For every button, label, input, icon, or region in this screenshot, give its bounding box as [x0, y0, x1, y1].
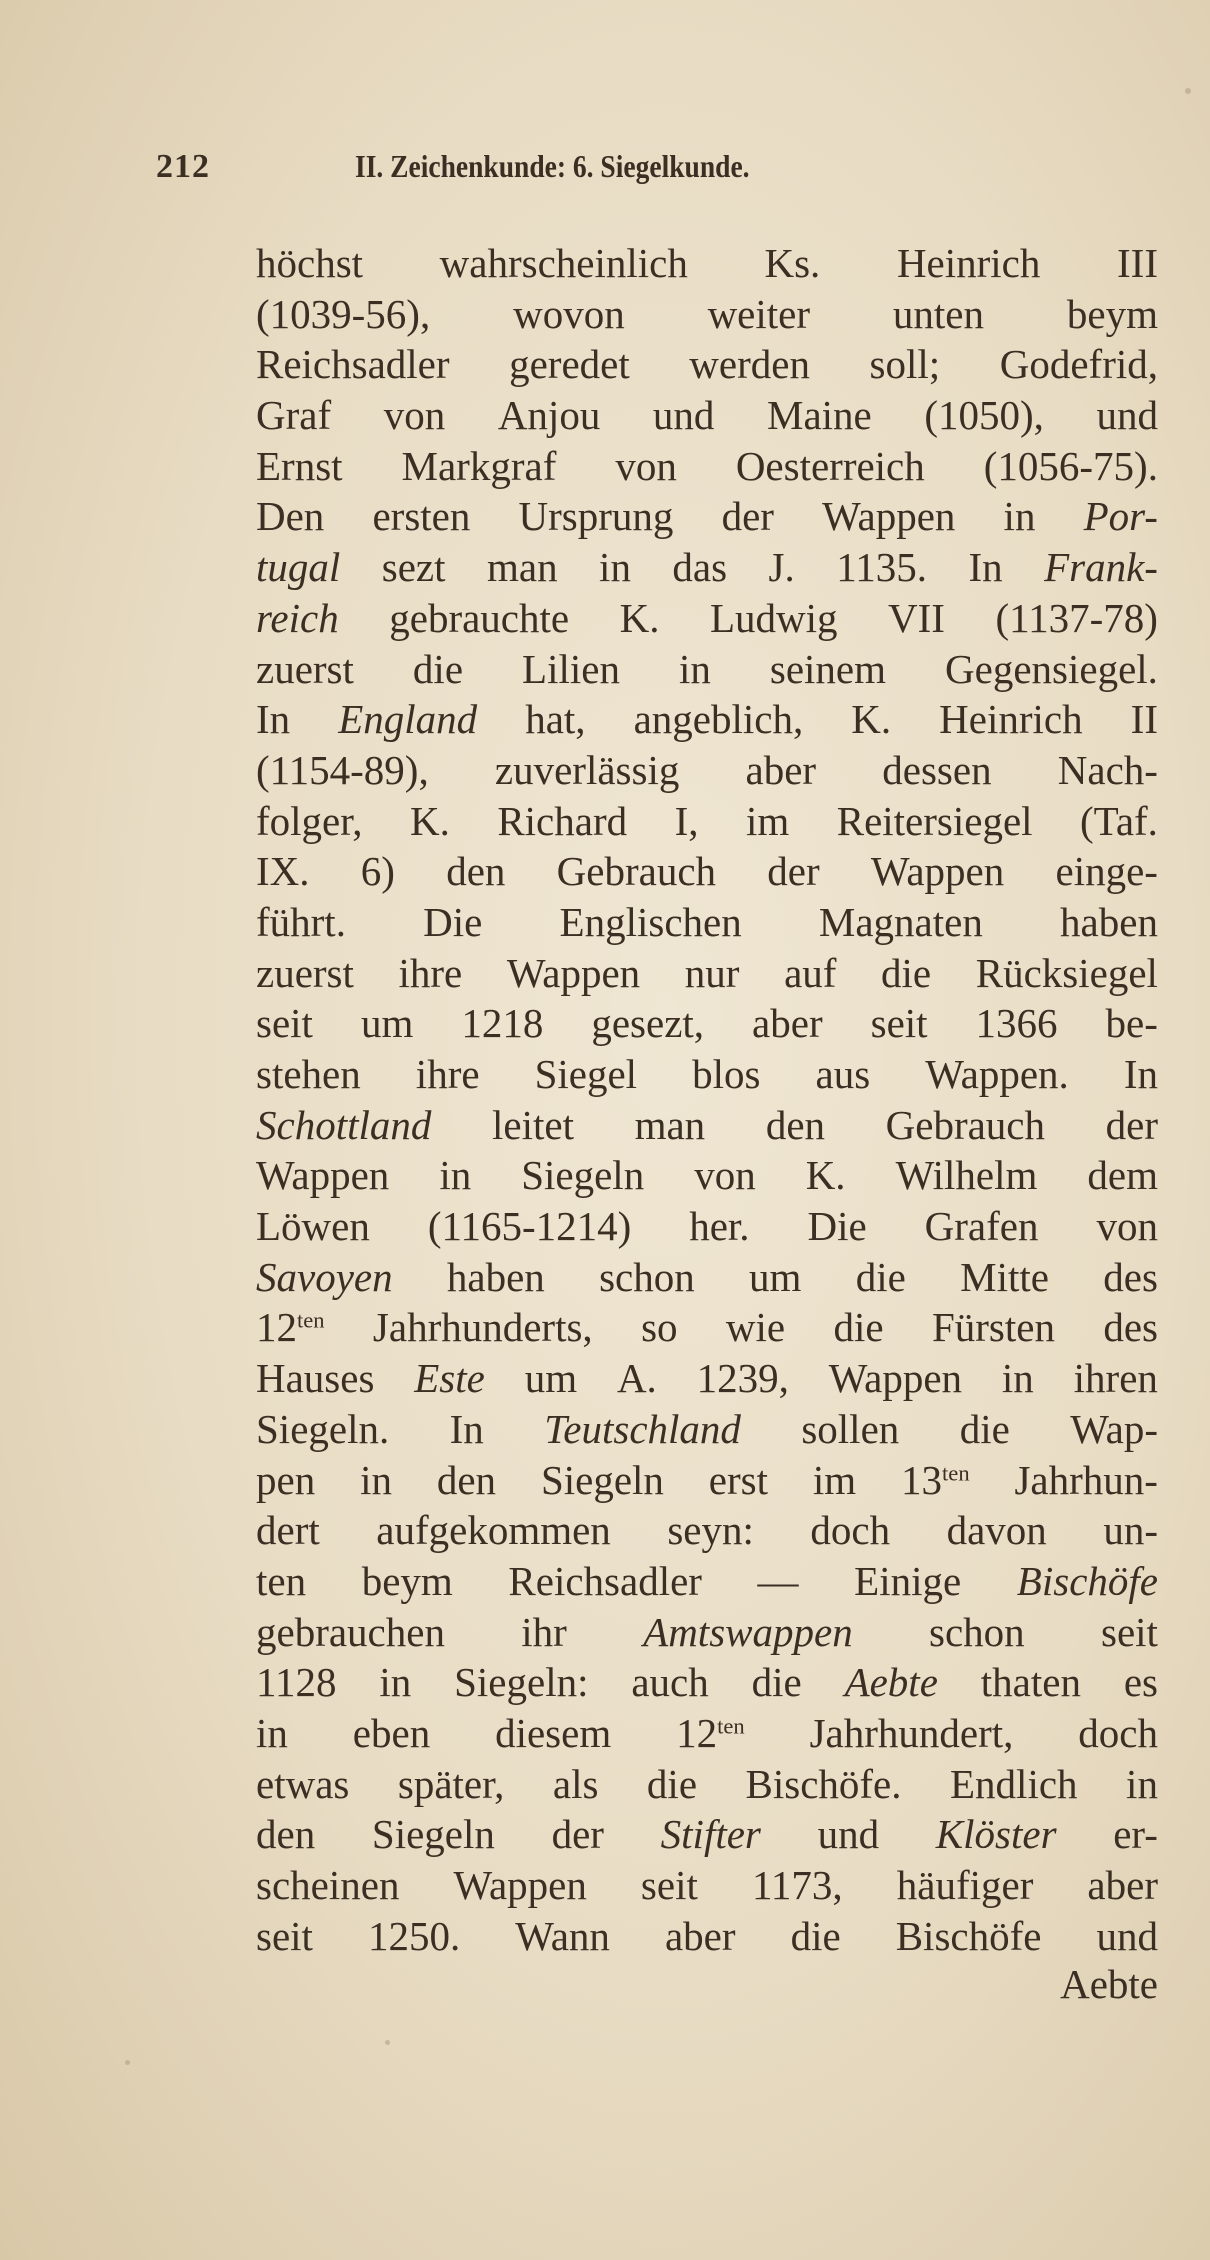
text-line [256, 897, 1158, 948]
word: dessen [882, 746, 992, 793]
running-header: II. Zeichenkunde: 6. Siegelkunde. [355, 148, 750, 184]
word: Einige [854, 1557, 962, 1604]
word: Mitte [960, 1253, 1049, 1300]
word: Gegensiegel. [945, 645, 1158, 692]
word: II [1130, 696, 1158, 743]
word: ihren [1073, 1355, 1158, 1402]
word: — [757, 1557, 799, 1604]
word: die [855, 1253, 906, 1300]
word: haben [1060, 898, 1158, 945]
word: in [1003, 493, 1036, 540]
word: gebrauchen [256, 1608, 445, 1655]
text-line [256, 593, 1158, 644]
word: seit [870, 1000, 928, 1047]
word: seyn: [667, 1507, 754, 1554]
word: sezt [381, 544, 446, 591]
word: 1250. [367, 1912, 461, 1959]
italic-word: tugal [256, 544, 341, 591]
word: aber [1087, 1862, 1158, 1908]
word: 1128 [256, 1659, 337, 1706]
italic-word: Aebte [844, 1659, 938, 1706]
italic-word: England [338, 696, 478, 743]
word: angeblich, [633, 696, 804, 743]
word: werden [689, 341, 810, 388]
word: der [551, 1811, 604, 1858]
word: davon [946, 1507, 1047, 1554]
text-line [256, 745, 1158, 796]
italic-word: reich [256, 594, 339, 641]
word: 1173, [751, 1862, 843, 1908]
word: Reitersiegel [836, 797, 1033, 844]
word: seit [640, 1862, 698, 1908]
word: Hauses [256, 1355, 375, 1402]
word: der [767, 848, 820, 895]
text-line [256, 1860, 1158, 1911]
text-line [256, 1100, 1158, 1151]
text-line [256, 1201, 1158, 1252]
word: I, [674, 797, 699, 844]
word: und [817, 1811, 880, 1858]
word: (Taf. [1080, 797, 1158, 844]
word: III [1117, 240, 1158, 286]
italic-word: Schottland [256, 1101, 432, 1148]
word: zuverlässig [494, 746, 680, 793]
word: Markgraf [401, 442, 557, 489]
word: weiter [707, 290, 811, 337]
word: doch [1078, 1709, 1158, 1756]
word: Richard [497, 797, 628, 844]
word: beym [1066, 290, 1158, 337]
word: Reichsadler [508, 1557, 702, 1604]
text-line [256, 1302, 1158, 1353]
word: Bischöfe [895, 1912, 1042, 1959]
word: her. [689, 1203, 750, 1250]
word: leitet [492, 1101, 574, 1148]
word: Englischen [559, 898, 742, 945]
word: des [1103, 1253, 1158, 1300]
word: von [1096, 1203, 1158, 1250]
superscript: ten [297, 1307, 325, 1333]
word: Siegeln [540, 1456, 664, 1503]
word: Ursprung [518, 493, 674, 540]
word: etwas [256, 1760, 350, 1807]
word: Wappen [453, 1862, 587, 1908]
word: die [646, 1760, 698, 1807]
word: in [439, 1152, 472, 1199]
word: Graf [256, 392, 332, 439]
word: in [256, 1709, 288, 1756]
word: man [486, 544, 558, 591]
word: Wap- [1070, 1405, 1158, 1452]
word: Heinrich [896, 240, 1041, 286]
word: beym [361, 1557, 453, 1604]
word: soll; [869, 341, 941, 388]
word: Jahrhun- [1014, 1456, 1158, 1503]
italic-word: Por- [1083, 493, 1158, 540]
word: er- [1113, 1811, 1158, 1858]
word: folger, [256, 797, 363, 844]
word: es [1123, 1659, 1158, 1706]
word: $13^{ten}$ [901, 1456, 970, 1503]
superscript: ten [942, 1459, 970, 1485]
word: den [765, 1101, 826, 1148]
word: In [968, 544, 1003, 591]
word: Den [256, 493, 325, 540]
word: Rücksiegel [975, 949, 1158, 996]
word: die [412, 645, 464, 692]
text-line [256, 796, 1158, 847]
italic-word: Stifter [660, 1811, 761, 1858]
word: die [751, 1659, 802, 1706]
word: man [634, 1101, 706, 1148]
word: gebrauchte [389, 594, 570, 641]
word: 1218 [461, 1000, 544, 1047]
page-number: 212 [156, 148, 210, 185]
word: in [360, 1456, 392, 1503]
word: A. [616, 1355, 657, 1402]
word: sollen [801, 1405, 900, 1452]
word: gesezt, [591, 1000, 705, 1047]
italic-word: Teutschland [544, 1405, 741, 1452]
word: In [1123, 1051, 1158, 1097]
word: K. [619, 594, 660, 641]
word: Wilhelm [895, 1152, 1038, 1199]
text-line [256, 491, 1158, 542]
body-text [256, 238, 1158, 1961]
word: Magnaten [818, 898, 983, 945]
word: schon [599, 1253, 695, 1300]
text-line [256, 542, 1158, 593]
word: das [672, 544, 728, 591]
word: in [1126, 1760, 1158, 1807]
word: seit [1101, 1608, 1158, 1655]
italic-word: Amtswappen [643, 1608, 853, 1655]
word: Wappen [506, 949, 641, 996]
word: scheinen [256, 1862, 400, 1908]
word: um [749, 1253, 802, 1300]
word: die [959, 1405, 1010, 1452]
word: Heinrich [939, 696, 1083, 743]
word: Maine [767, 392, 872, 439]
word: und [652, 392, 715, 439]
word: nur [684, 949, 740, 996]
word: auf [784, 949, 837, 996]
text-line [256, 441, 1158, 492]
text-line [256, 644, 1158, 695]
word: Wappen. [925, 1051, 1069, 1097]
word: in [1001, 1355, 1034, 1402]
text-line [256, 1759, 1158, 1810]
word: um [524, 1355, 578, 1402]
text-line [256, 1404, 1158, 1455]
word: $12^{ten}$ [256, 1304, 325, 1351]
word: Löwen [256, 1203, 370, 1250]
word: Gebrauch [885, 1101, 1045, 1148]
word: dert [256, 1507, 320, 1554]
word: Ernst [256, 442, 343, 489]
text-line [256, 289, 1158, 340]
word: den [446, 848, 506, 895]
word: die [881, 949, 932, 996]
paper-spot [125, 2060, 130, 2065]
word: pen [256, 1456, 316, 1503]
word: Wappen [822, 493, 956, 540]
word: dem [1087, 1152, 1158, 1199]
word: Reichsadler [256, 341, 450, 388]
word: wovon [513, 290, 625, 337]
word: später, [397, 1760, 505, 1807]
word: Wappen [828, 1355, 963, 1402]
word: eben [352, 1709, 431, 1756]
word: und [1096, 392, 1158, 439]
word: von [615, 442, 677, 489]
text-line [256, 948, 1158, 999]
word: ihre [415, 1051, 480, 1097]
text-line [256, 1607, 1158, 1658]
word: die [790, 1912, 841, 1959]
word: zuerst [256, 949, 354, 996]
text-line [256, 238, 1158, 289]
word: ersten [372, 493, 471, 540]
word: (1165-1214) [427, 1203, 632, 1250]
text-line [256, 1505, 1158, 1556]
word: Wappen [256, 1152, 390, 1199]
paper-spot [385, 2040, 390, 2045]
word: Die [423, 898, 483, 945]
word: aber [745, 746, 817, 793]
word: un- [1103, 1507, 1158, 1554]
word: IX. [256, 848, 310, 895]
superscript: ten [717, 1713, 745, 1739]
word: einge- [1055, 848, 1158, 895]
text-line [256, 846, 1158, 897]
text-line [256, 1556, 1158, 1607]
word: im [812, 1456, 857, 1503]
paper-spot [1185, 88, 1191, 94]
word: Ludwig [709, 594, 838, 641]
italic-word: Este [414, 1355, 485, 1402]
word: hat, [525, 696, 586, 743]
text-line [256, 1809, 1158, 1860]
word: Ks. [764, 240, 821, 286]
word: K. [409, 797, 450, 844]
word: Godefrid, [999, 341, 1158, 388]
word: der [1105, 1101, 1158, 1148]
word: so [641, 1304, 678, 1351]
text-line [256, 1150, 1158, 1201]
word: unten [892, 290, 984, 337]
word: be- [1105, 1000, 1158, 1047]
word: seit [256, 1000, 313, 1047]
word: Siegel [534, 1051, 638, 1097]
word: 1135. [836, 544, 927, 591]
word: doch [810, 1507, 891, 1554]
italic-word: Frank- [1044, 544, 1158, 591]
text-line [256, 694, 1158, 745]
word: häufiger [896, 1862, 1034, 1908]
word: Wann [515, 1912, 610, 1959]
word: zuerst [256, 645, 354, 692]
word: 1239, [696, 1355, 789, 1402]
word: Siegeln: [454, 1659, 589, 1706]
word: Siegeln [521, 1152, 645, 1199]
word: Bischöfe. [745, 1760, 902, 1807]
word: 6) [360, 848, 395, 895]
word: In [449, 1405, 484, 1452]
word: Die [807, 1203, 867, 1250]
word: haben [446, 1253, 545, 1300]
italic-word: Klöster [935, 1811, 1057, 1858]
word: diesem [495, 1709, 612, 1756]
text-line [256, 1911, 1158, 1962]
word: geredet [509, 341, 630, 388]
word: Jahrhundert, [809, 1709, 1014, 1756]
word: im [745, 797, 790, 844]
word: als [552, 1760, 599, 1807]
word: seit [256, 1912, 313, 1959]
word: den [256, 1811, 316, 1858]
word: in [678, 645, 711, 692]
text-line [256, 998, 1158, 1049]
word: in [379, 1659, 412, 1706]
text-line [256, 1252, 1158, 1303]
text-line [256, 1657, 1158, 1708]
word: aufgekommen [376, 1507, 611, 1554]
word: führt. [256, 898, 346, 945]
word: Endlich [950, 1760, 1078, 1807]
word: Fürsten [931, 1304, 1055, 1351]
word: 1366 [975, 1000, 1058, 1047]
word: von [383, 392, 446, 439]
word: (1050), [924, 392, 1044, 439]
word: Oesterreich [735, 442, 925, 489]
word: Nach- [1057, 746, 1158, 793]
text-line [256, 1353, 1158, 1404]
word: aus [815, 1051, 871, 1097]
word: $12^{ten}$ [676, 1709, 745, 1756]
word: schon [929, 1608, 1025, 1655]
word: J. [768, 544, 795, 591]
text-line [256, 1455, 1158, 1506]
word: um [360, 1000, 414, 1047]
word: ten [256, 1557, 307, 1604]
word: Wappen [870, 848, 1005, 895]
word: (1154-89), [256, 746, 429, 793]
word: Anjou [497, 392, 601, 439]
word: Jahrhunderts, [372, 1304, 593, 1351]
word: von [694, 1152, 756, 1199]
text-line [256, 1049, 1158, 1100]
word: und [1096, 1912, 1158, 1959]
word: VII [888, 594, 945, 641]
word: Lilien [522, 645, 620, 692]
text-line [256, 339, 1158, 390]
word: den [436, 1456, 497, 1503]
word: Gebrauch [556, 848, 717, 895]
word: wie [725, 1304, 786, 1351]
word: in [599, 544, 631, 591]
word: aber [752, 1000, 823, 1047]
italic-word: Savoyen [256, 1253, 393, 1300]
word: (1039-56), [256, 290, 431, 337]
word: K. [851, 696, 892, 743]
word: K. [805, 1152, 846, 1199]
word: ihre [398, 949, 463, 996]
word: aber [664, 1912, 736, 1959]
word: Grafen [924, 1203, 1039, 1250]
text-line [256, 1708, 1158, 1759]
word: wahrscheinlich [439, 240, 688, 286]
word: Siegeln. [256, 1405, 390, 1452]
word: ihr [521, 1608, 567, 1655]
word: thaten [980, 1659, 1081, 1706]
word: des [1103, 1304, 1158, 1351]
word: die [833, 1304, 884, 1351]
word: (1137-78) [995, 594, 1158, 641]
word: Siegeln [371, 1811, 495, 1858]
word: höchst [256, 240, 364, 286]
word: seinem [769, 645, 887, 692]
text-line [256, 390, 1158, 441]
catchword: Aebte [1060, 1961, 1158, 2007]
word: auch [631, 1659, 709, 1706]
word: erst [708, 1456, 768, 1503]
word: In [256, 696, 291, 743]
word: stehen [256, 1051, 361, 1097]
italic-word: Bischöfe [1016, 1557, 1158, 1604]
word: (1056-75). [983, 442, 1158, 489]
word: blos [692, 1051, 761, 1097]
word: der [721, 493, 774, 540]
